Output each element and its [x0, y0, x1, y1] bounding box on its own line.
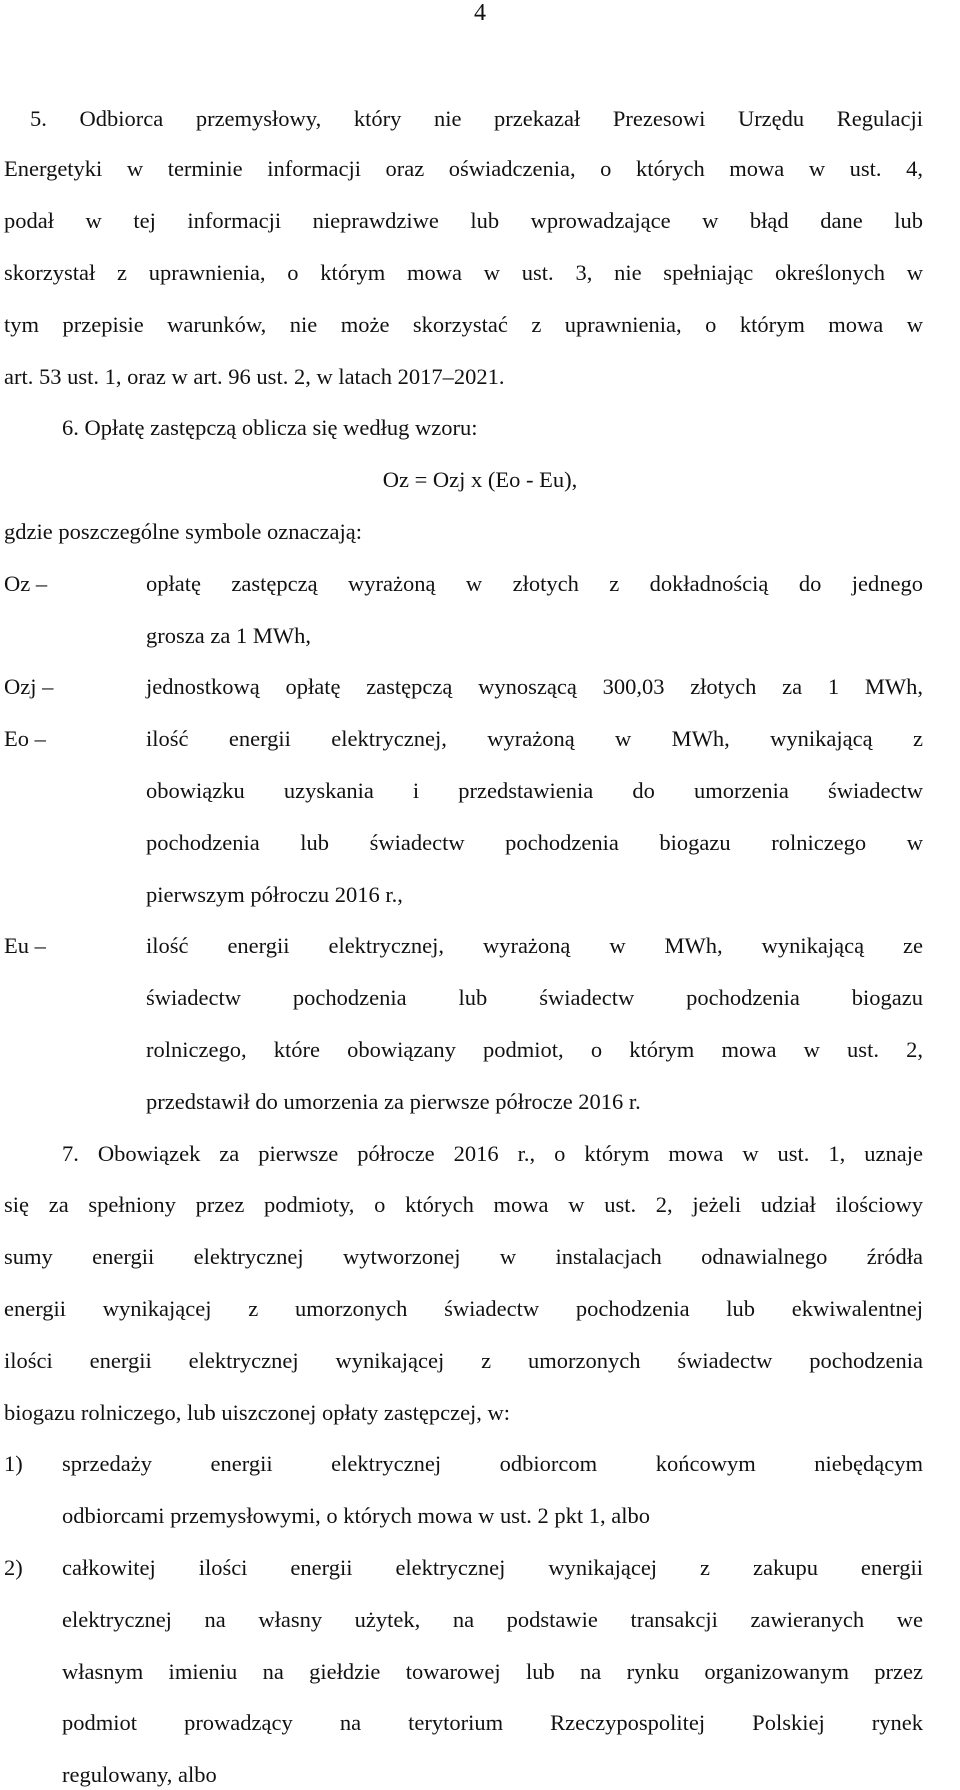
list-item-text: regulowany, albo	[62, 1762, 217, 1787]
text-line: biogazu rolniczego, lub uiszczonej opłaty zastępczej, w:	[4, 1400, 511, 1425]
text-line: gdzie poszczególne symbole oznaczają:	[4, 519, 362, 544]
definition-text: obowiązku uzyskania i przedstawienia do umorzenia świadectw	[146, 778, 923, 803]
definition-symbol: Eo –	[4, 726, 46, 751]
text-line: Energetyki w terminie informacji oraz oświadczenia, o których mowa w ust. 4,	[4, 156, 923, 181]
text-line: 7. Obowiązek za pierwsze półrocze 2016 r., o którym mowa w ust. 1, uznaje	[62, 1141, 923, 1166]
definition-text: grosza za 1 MWh,	[146, 623, 311, 648]
list-item-text: elektrycznej na własny użytek, na podstawie transakcji zawieranych we	[62, 1607, 923, 1632]
definition-symbol: Eu –	[4, 933, 46, 958]
list-item-text: odbiorcami przemysłowymi, o których mowa w ust. 2 pkt 1, albo	[62, 1503, 651, 1528]
text-line: sumy energii elektrycznej wytworzonej w instalacjach odnawialnego źródła	[4, 1244, 923, 1269]
definition-text: jednostkową opłatę zastępczą wynoszącą 300,03 złotych za 1 MWh,	[146, 674, 923, 699]
definition-symbol: Oz –	[4, 571, 48, 596]
definition-text: przedstawił do umorzenia za pierwsze półrocze 2016 r.	[146, 1089, 641, 1114]
text-line: ilości energii elektrycznej wynikającej z umorzonych świadectw pochodzenia	[4, 1348, 923, 1373]
text-line: 5. Odbiorca przemysłowy, który nie przekazał Prezesowi Urzędu Regulacji	[30, 106, 923, 131]
text-line: podał w tej informacji nieprawdziwe lub wprowadzające w błąd dane lub	[4, 208, 923, 233]
text-line: tym przepisie warunków, nie może skorzystać z uprawnienia, o którym mowa w	[4, 312, 923, 337]
list-number: 1)	[4, 1451, 23, 1476]
definition-symbol: Ozj –	[4, 674, 54, 699]
list-item-text: podmiot prowadzący na terytorium Rzeczypospolitej Polskiej rynek	[62, 1710, 923, 1735]
definition-text: pierwszym półroczu 2016 r.,	[146, 882, 403, 907]
text-line: energii wynikającej z umorzonych świadectw pochodzenia lub ekwiwalentnej	[4, 1296, 923, 1321]
text-line: skorzystał z uprawnienia, o którym mowa w ust. 3, nie spełniając określonych w	[4, 260, 923, 285]
definition-text: opłatę zastępczą wyrażoną w złotych z dokładnością do jednego	[146, 571, 923, 596]
list-item-text: sprzedaży energii elektrycznej odbiorcom końcowym niebędącym	[62, 1451, 923, 1476]
list-item-text: własnym imieniu na giełdzie towarowej lub na rynku organizowanym przez	[62, 1659, 923, 1684]
text-line: 6. Opłatę zastępczą oblicza się według wzoru:	[62, 415, 478, 440]
definition-text: świadectw pochodzenia lub świadectw pochodzenia biogazu	[146, 985, 923, 1010]
list-number: 2)	[4, 1555, 23, 1580]
text-line: się za spełniony przez podmioty, o których mowa w ust. 2, jeżeli udział ilościowy	[4, 1192, 923, 1217]
text-line: art. 53 ust. 1, oraz w art. 96 ust. 2, w latach 2017–2021.	[4, 364, 505, 389]
formula: Oz = Ozj x (Eo - Eu),	[382, 467, 578, 492]
definition-text: pochodzenia lub świadectw pochodzenia biogazu rolniczego w	[146, 830, 923, 855]
definition-text: ilość energii elektrycznej, wyrażoną w MWh, wynikającą ze	[146, 933, 923, 958]
list-item-text: całkowitej ilości energii elektrycznej wynikającej z zakupu energii	[62, 1555, 923, 1580]
page-number: 4	[474, 0, 486, 26]
definition-text: rolniczego, które obowiązany podmiot, o którym mowa w ust. 2,	[146, 1037, 923, 1062]
definition-text: ilość energii elektrycznej, wyrażoną w MWh, wynikającą z	[146, 726, 923, 751]
